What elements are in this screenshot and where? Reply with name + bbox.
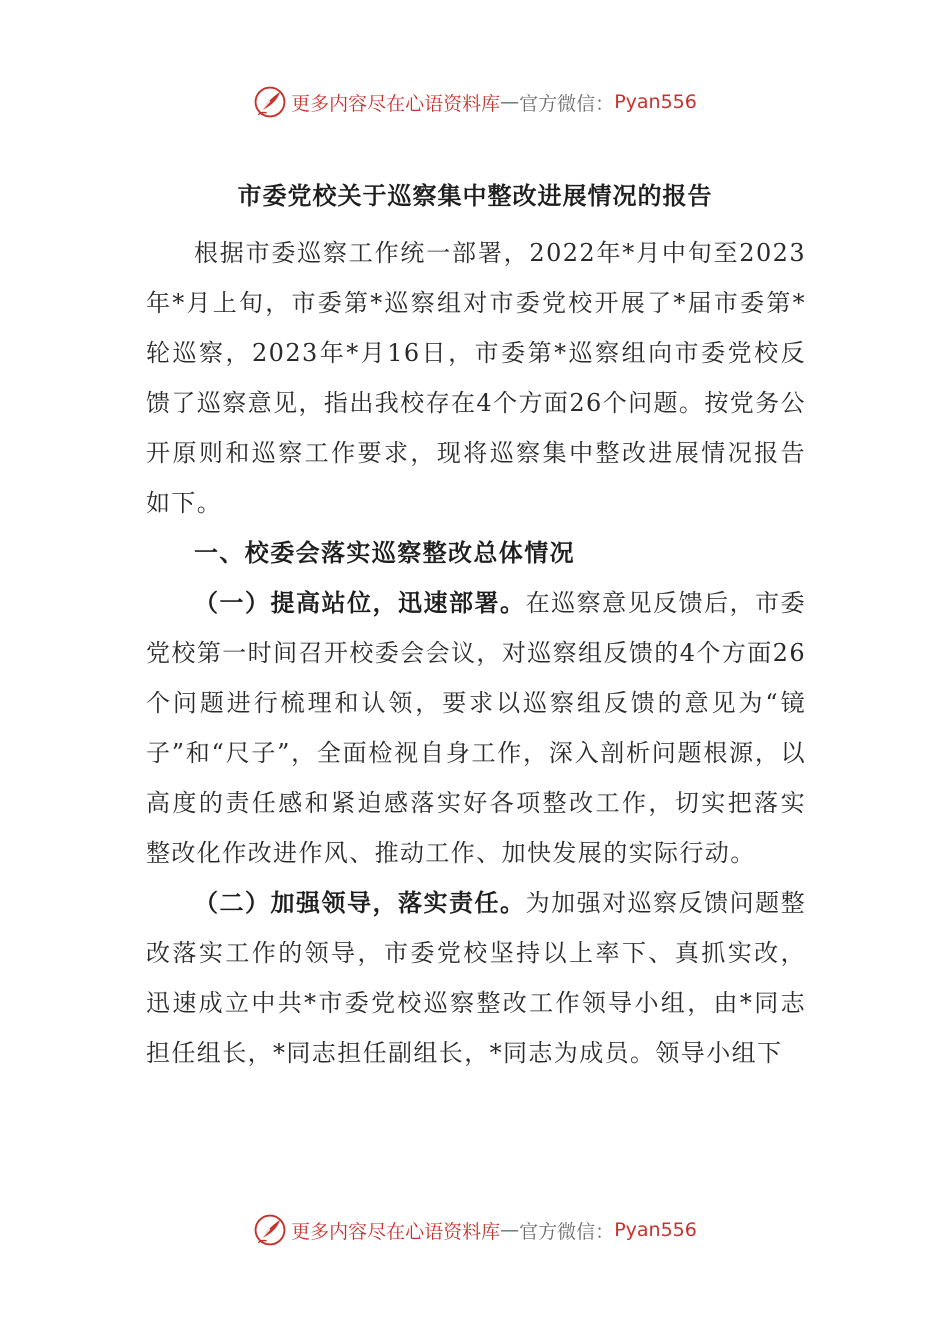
watermark-brand-text: 更多内容尽在心语资料库	[291, 92, 501, 115]
watermark-brand-text: 更多内容尽在心语资料库	[291, 1220, 501, 1243]
paragraph-1	[146, 578, 806, 878]
watermark-dash: —	[500, 91, 520, 113]
section-heading: 一、校委会落实巡察整改总体情况	[194, 538, 575, 567]
paragraph-2	[146, 878, 806, 1078]
quill-pen-icon	[253, 1213, 287, 1247]
paragraph-1-lead: （一）提高站位，迅速部署。	[194, 588, 526, 617]
watermark-label: 官方微信：	[519, 92, 615, 115]
document-title: 市委党校关于巡察集中整改进展情况的报告	[237, 181, 713, 210]
paragraph-2-text: 为加强对巡察反馈问题整改落实工作的领导，市委党校坚持以上率下、真抓实改，迅速成立中共*市委党校巡察整改工作领导小组，由*同志担任组长，*同志担任副组长，*同志为成员。领导小组下	[146, 889, 807, 1067]
intro-paragraph: 根据市委巡察工作统一部署，2022年*月中旬至2023年*月上旬，市委第*巡察组对市委党校开展了*届市委第*轮巡察，2023年*月16日，市委第*巡察组向市委党校反馈了巡察意见，指出我校存在4个方面26个问题。按党务公开原则和巡察工作要求，现将巡察集中整改进展情况报告如下。	[146, 239, 806, 517]
paragraph-1-text: 在巡察意见反馈后，市委党校第一时间召开校委会会议，对巡察组反馈的4个方面26个问题进行梳理和认领，要求以巡察组反馈的意见为“镜子”和“尺子”，全面检视自身工作，深入剖析问题根源，以高度的责任感和紧迫感落实好各项整改工作，切实把落实整改化作改进作风、推动工作、加快发展的实际行动。	[146, 589, 807, 867]
watermark-footer	[0, 1210, 950, 1250]
watermark-label: 官方微信：	[519, 1220, 615, 1243]
document-body	[146, 228, 806, 1078]
watermark-header	[0, 82, 950, 122]
watermark-wechat-id: Pyan556	[614, 91, 697, 113]
quill-pen-icon	[253, 85, 287, 119]
paragraph-2-lead: （二）加强领导，落实责任。	[194, 888, 526, 917]
watermark-wechat-id: Pyan556	[614, 1219, 697, 1241]
watermark-dash: —	[500, 1219, 520, 1241]
